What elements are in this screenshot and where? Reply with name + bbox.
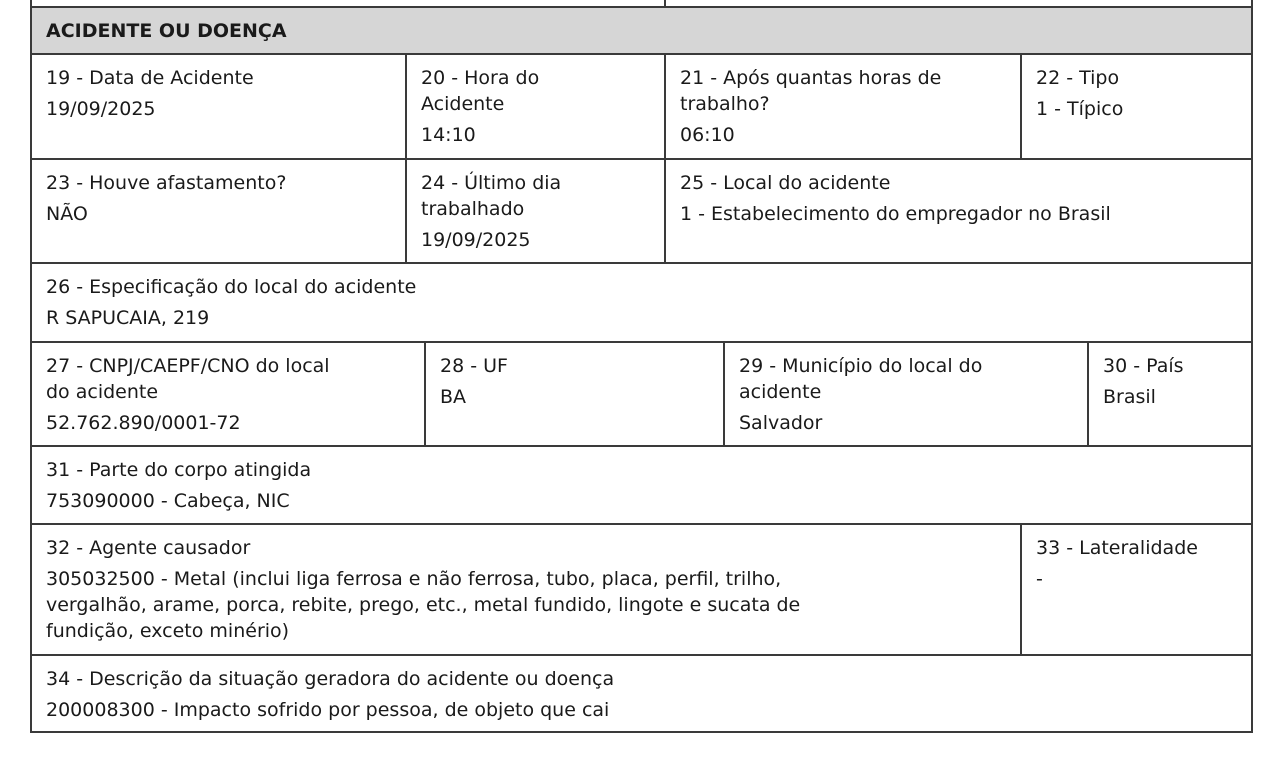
field-uf <box>424 343 723 446</box>
field-label: 27 - CNPJ/CAEPF/CNO do local do acidente <box>46 355 330 403</box>
field-municipio <box>723 343 1087 446</box>
field-pais <box>1087 343 1253 446</box>
field-label: 24 - Último dia trabalhado <box>421 172 562 220</box>
field-label: 23 - Houve afastamento? <box>46 172 287 194</box>
field-especificacao-local <box>32 264 1253 342</box>
field-label: 32 - Agente causador <box>46 537 251 559</box>
field-label: 31 - Parte do corpo atingida <box>46 459 312 481</box>
field-label: 19 - Data de Acidente <box>46 67 254 89</box>
field-label: 33 - Lateralidade <box>1036 537 1198 559</box>
field-parte-corpo <box>32 447 1253 524</box>
field-value: 200008300 - Impacto sofrido por pessoa, de objeto que cai <box>46 699 610 721</box>
field-value: BA <box>440 386 467 408</box>
field-value: Salvador <box>739 412 823 434</box>
field-value: 14:10 <box>421 124 476 146</box>
field-local-acidente <box>664 160 1253 263</box>
field-value: - <box>1036 568 1043 590</box>
field-horas-trabalho <box>664 55 1020 159</box>
field-lateralidade <box>1020 525 1253 655</box>
field-label: 28 - UF <box>440 355 508 377</box>
field-value: 19/09/2025 <box>421 229 531 251</box>
field-descricao-situacao <box>32 656 1253 731</box>
field-data-acidente <box>32 55 405 159</box>
field-label: 20 - Hora do Acidente <box>421 67 540 115</box>
field-label: 25 - Local do acidente <box>680 172 891 194</box>
field-value: NÃO <box>46 203 88 225</box>
field-label: 34 - Descrição da situação geradora do acidente ou doença <box>46 668 615 690</box>
accident-form <box>30 0 1253 733</box>
field-tipo <box>1020 55 1253 159</box>
field-ultimo-dia <box>405 160 664 263</box>
field-value: R SAPUCAIA, 219 <box>46 307 210 329</box>
field-label: 26 - Especificação do local do acidente <box>46 276 417 298</box>
field-value: 06:10 <box>680 124 735 146</box>
field-cnpj-local <box>32 343 424 446</box>
field-value: 1 - Estabelecimento do empregador no Brasil <box>680 203 1111 225</box>
field-agente-causador <box>32 525 1020 655</box>
field-afastamento <box>32 160 405 263</box>
field-label: 22 - Tipo <box>1036 67 1120 89</box>
field-label: 21 - Após quantas horas de trabalho? <box>680 67 942 115</box>
field-value: 1 - Típico <box>1036 98 1124 120</box>
field-value: 753090000 - Cabeça, NIC <box>46 490 290 512</box>
field-value: 52.762.890/0001-72 <box>46 412 241 434</box>
field-label: 29 - Município do local do acidente <box>739 355 983 403</box>
section-header: ACIDENTE OU DOENÇA <box>32 8 1251 55</box>
field-value: Brasil <box>1103 386 1156 408</box>
previous-section-edge <box>32 0 1251 8</box>
field-label: 30 - País <box>1103 355 1184 377</box>
field-hora-acidente <box>405 55 664 159</box>
field-value: 305032500 - Metal (inclui liga ferrosa e não ferrosa, tubo, placa, perfil, trilho, vergalhão, arame, porca, rebite, prego, etc., metal fundido, lingote e sucata de fundição, exceto minério) <box>46 568 801 642</box>
field-value: 19/09/2025 <box>46 98 156 120</box>
